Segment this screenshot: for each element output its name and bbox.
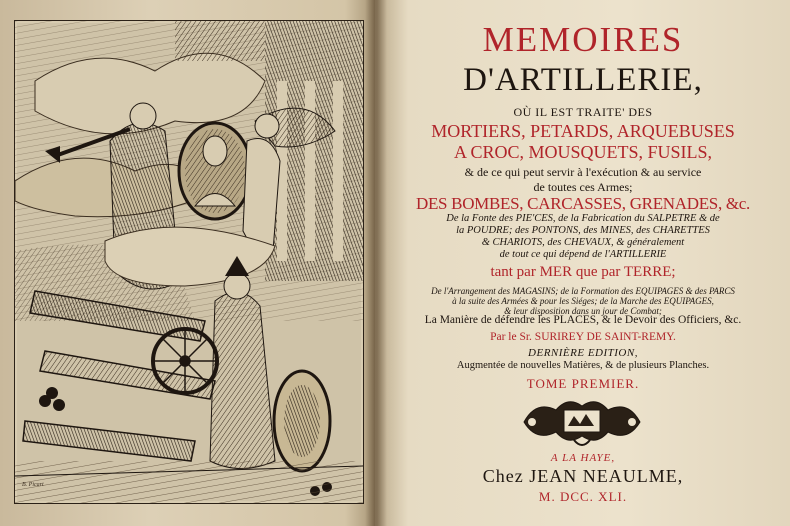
imprint-year: M. DCC. XLI. xyxy=(538,489,628,504)
engraver-signature: B. Picart xyxy=(22,482,44,488)
title-line-2: D'ARTILLERIE, xyxy=(463,62,703,98)
augmented-line: Augmentée de nouvelles Matières, & de plusieurs Planches. xyxy=(456,360,710,371)
arrangement-line-2: à la suite des Armées & pour les Siéges; de la Marche des EQUIPAGES, xyxy=(452,296,714,306)
frontispiece-engraving xyxy=(14,20,364,504)
foundry-line-2: la POUDRE; des PONTONS, des MINES, des CHARETTES xyxy=(456,225,710,236)
edition-line: DERNIÈRE EDITION, xyxy=(528,347,638,359)
foundry-line-1: De la Fonte des PIE'CES, de la Fabrication du SALPETRE & de xyxy=(446,213,720,224)
sea-land-line: tant par MER que par TERRE; xyxy=(490,264,676,280)
arrangement-line-3: & leur disposition dans un jour de Combat; xyxy=(504,306,662,316)
defence-line: La Manière de défendre les PLACES, & le Devoir des Officiers, &c. xyxy=(424,314,742,326)
engraving-illustration xyxy=(15,21,363,503)
volume-line: TOME PREMIER. xyxy=(526,376,640,391)
author-line: Par le Sr. SURIREY DE SAINT-REMY. xyxy=(490,331,676,343)
foundry-line-4: de tout ce qui dépend de l'ARTILLERIE xyxy=(499,249,667,260)
title-line-1: MEMOIRES xyxy=(482,20,684,59)
subtitle-line: OÙ IL EST TRAITE' DES xyxy=(513,105,653,119)
weapons-line-2: A CROC, MOUSQUETS, FUSILS, xyxy=(453,142,713,162)
foundry-line-3: & CHARIOTS, des CHEVAUX, & généralement xyxy=(481,237,685,248)
arrangement-line-1: De l'Arrangement des MAGASINS; de la Formation des EQUIPAGES & des PARCS xyxy=(431,286,735,296)
imprint-place: A LA HAYE, xyxy=(550,452,616,464)
weapons-line-1: MORTIERS, PETARDS, ARQUEBUSES xyxy=(431,121,735,141)
title-page-text xyxy=(376,0,790,526)
imprint-publisher: Chez JEAN NEAULME, xyxy=(482,466,684,486)
printers-ornament xyxy=(516,392,648,450)
arms-line: de toutes ces Armes; xyxy=(533,180,633,194)
bombs-line: DES BOMBES, CARCASSES, GRENADES, &c. xyxy=(416,194,750,213)
service-line: & de ce qui peut servir à l'exécution & au service xyxy=(464,165,702,179)
